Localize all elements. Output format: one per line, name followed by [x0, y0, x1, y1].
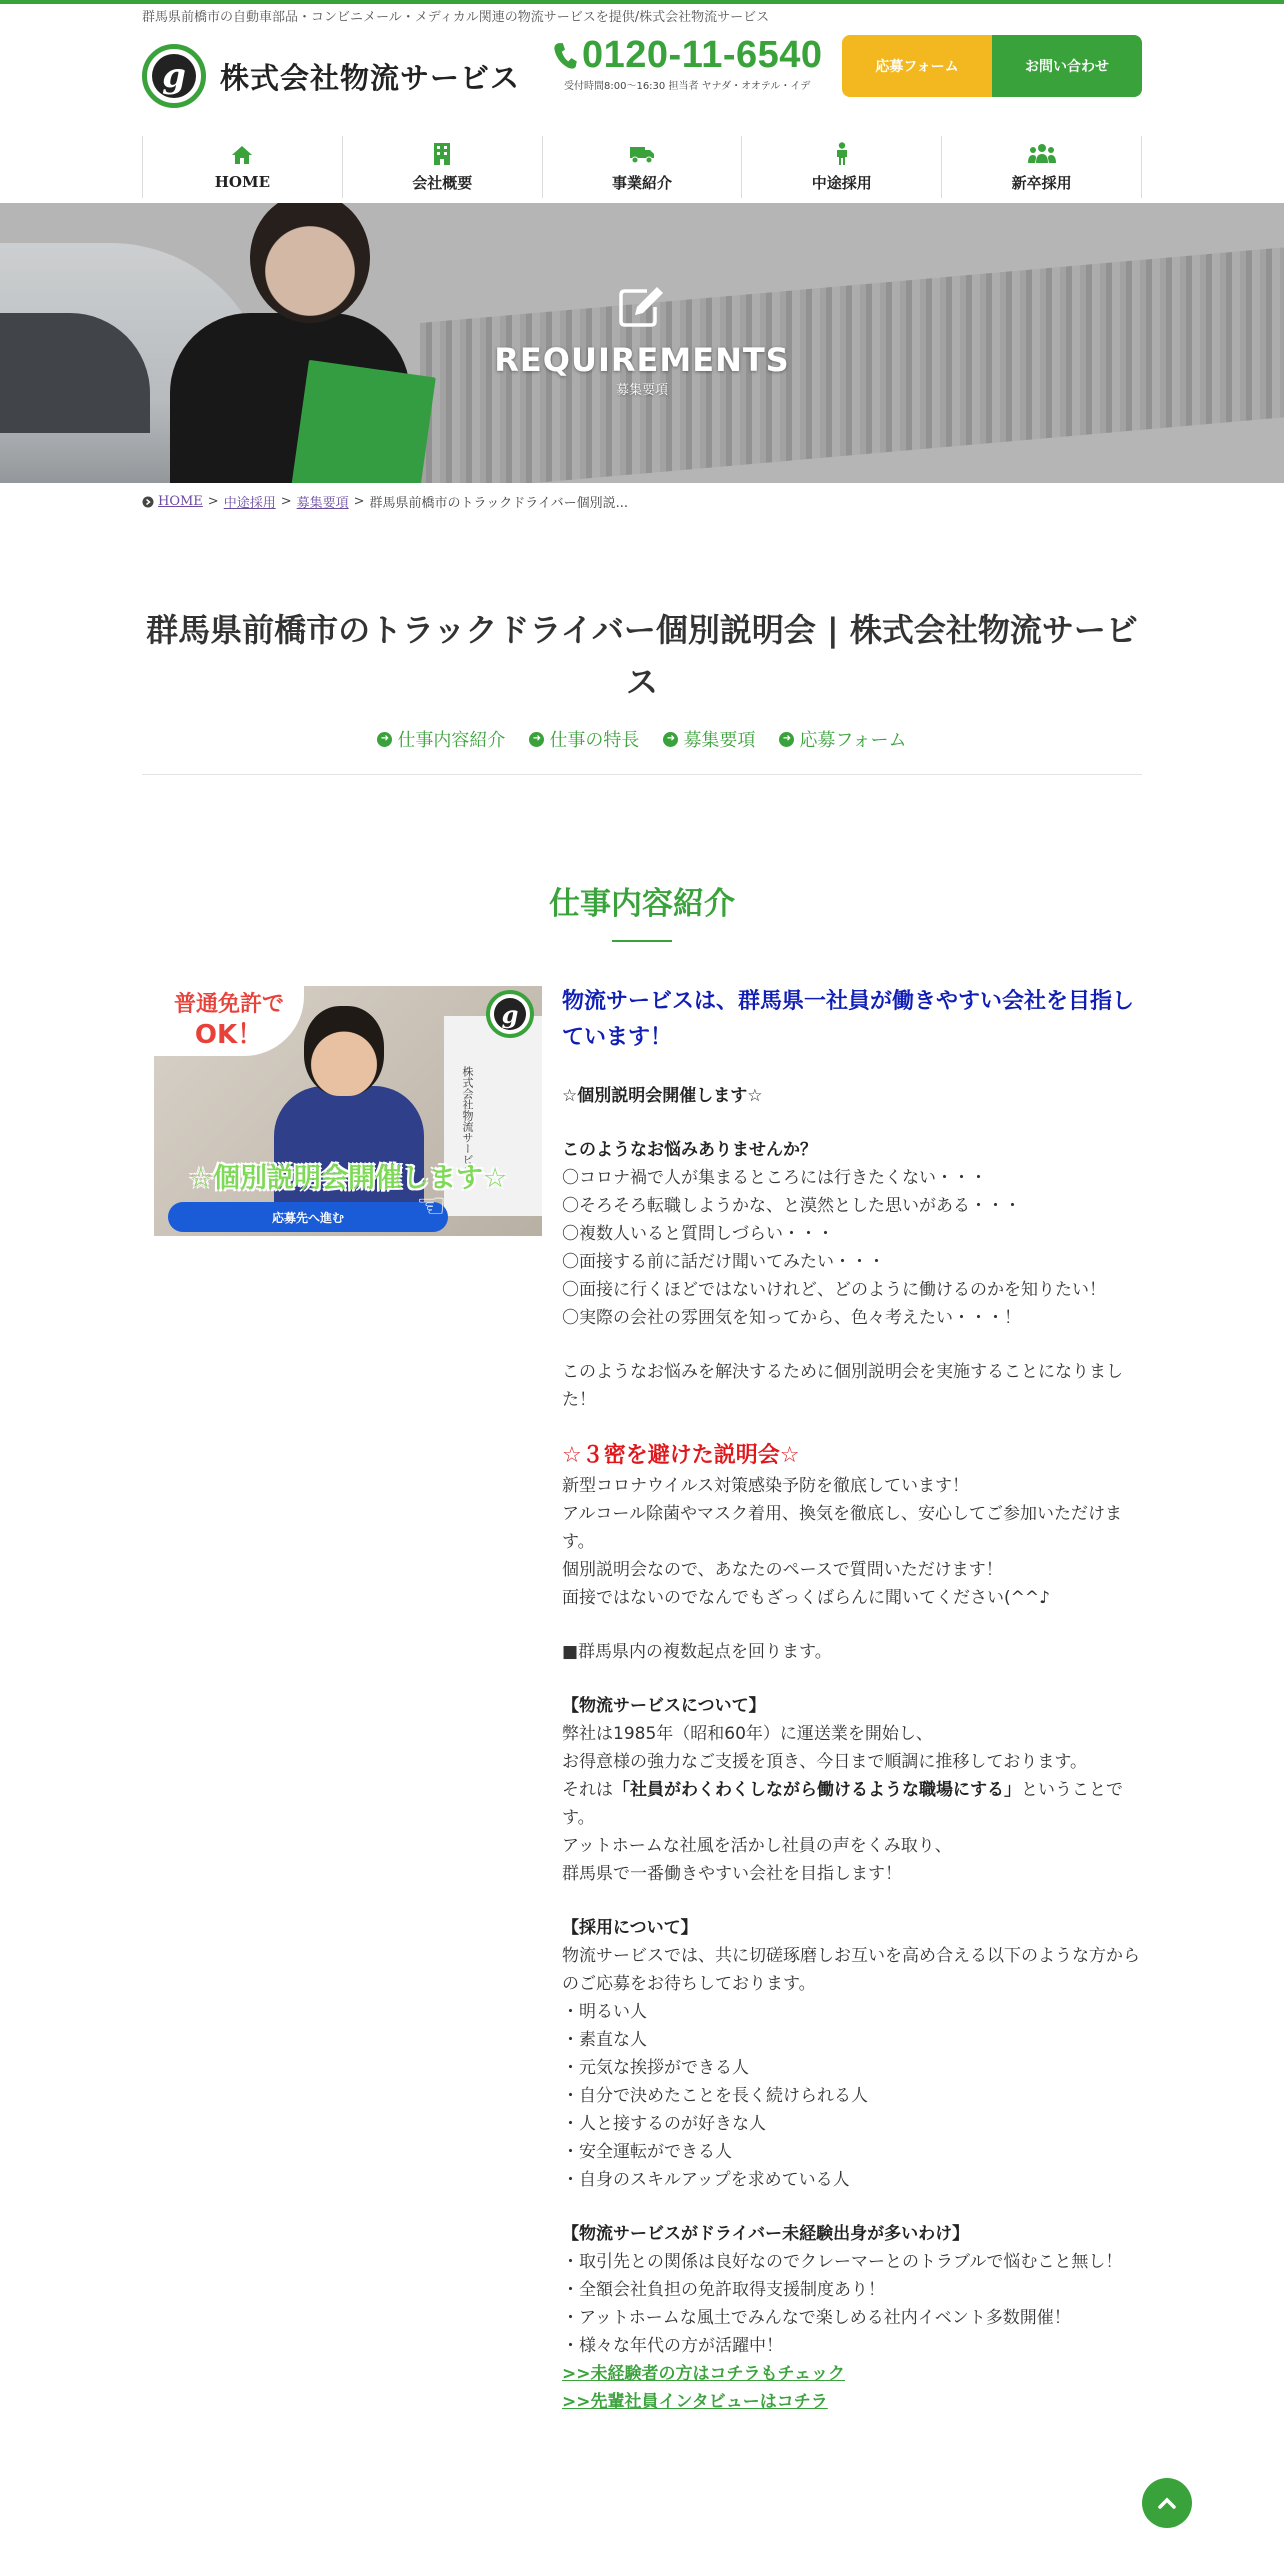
anchor-label: 募集要項 — [683, 730, 756, 751]
anchor-label: 仕事内容紹介 — [397, 730, 506, 751]
worry-item: 〇そろそろ転職しようかな、と漠然とした思いがある・・・ — [562, 1196, 1021, 1216]
banner-cta-button[interactable]: 応募先へ進む — [168, 1202, 448, 1232]
top-accent-line — [0, 0, 1284, 4]
recruit-item: ・人と接するのが好きな人 — [562, 2114, 766, 2134]
arrow-right-circle-icon: ➜ — [377, 732, 392, 747]
title-divider — [142, 774, 1142, 775]
nav-item-midcareer[interactable] — [741, 136, 941, 198]
breadcrumb-sep: > — [353, 494, 365, 509]
anchor-links — [142, 726, 1142, 752]
nav-item-business[interactable] — [542, 136, 742, 198]
phone-number-text: 0120-11-6540 — [582, 34, 823, 76]
recruit-heading: 【採用について】 — [562, 1918, 698, 1938]
recruit-item: ・明るい人 — [562, 2002, 647, 2022]
worry-item: 〇面接に行くほどではないけれど、どのように働けるのかを知りたい！ — [562, 1280, 1106, 1300]
recruit-block — [562, 1914, 1142, 2194]
building-icon — [433, 142, 451, 166]
safety-line: 新型コロナウイルス対策感染予防を徹底しています！ — [562, 1476, 969, 1496]
home-icon — [231, 143, 253, 167]
phone-icon — [552, 41, 578, 71]
banner-person-head — [304, 1006, 384, 1096]
breadcrumb — [142, 492, 628, 511]
lead-text: 物流サービスは、群馬県一社員が働きやすい会社を目指しています！ — [562, 989, 1135, 1050]
hero-center — [0, 283, 1284, 398]
breadcrumb-current: 群馬県前橋市のトラックドライバー個別説... — [369, 496, 629, 511]
worry-item: 〇複数人いると質問しづらい・・・ — [562, 1224, 834, 1244]
logo-text: 株式会社物流サービス — [220, 60, 521, 95]
apply-form-button[interactable]: 応募フォーム — [842, 35, 992, 97]
anchor-job-description[interactable] — [377, 726, 505, 752]
arrow-right-circle-icon: ➜ — [779, 732, 794, 747]
phone-number[interactable] — [552, 34, 832, 77]
recruit-item: ・自分で決めたことを長く続けられる人 — [562, 2086, 868, 2106]
senior-interview-link[interactable]: >>先輩社員インタビューはコチラ — [562, 2392, 828, 2412]
recruit-item: ・安全運転ができる人 — [562, 2142, 732, 2162]
nav-label: HOME — [214, 173, 271, 191]
section-heading: 仕事内容紹介 — [549, 886, 735, 922]
logo-glyph: g — [152, 54, 196, 98]
nav-label: 事業紹介 — [611, 173, 672, 192]
anchor-label: 仕事の特長 — [549, 730, 640, 751]
routes-text: ■群馬県内の複数起点を回ります。 — [562, 1642, 832, 1662]
group-icon — [1028, 142, 1056, 166]
pointing-hand-icon: ☜ — [416, 1186, 447, 1226]
reason-item: ・取引先との関係は良好なのでクレーマーとのトラブルで悩むこと無し！ — [562, 2252, 1123, 2272]
breadcrumb-requirements[interactable]: 募集要項 — [296, 496, 349, 511]
anchor-apply-form[interactable] — [779, 726, 906, 752]
site-logo[interactable] — [142, 44, 520, 108]
about-pre: それは — [562, 1780, 613, 1800]
about-post: ということです。 — [562, 1780, 1123, 1828]
logo-icon — [142, 44, 206, 108]
edit-icon — [617, 283, 667, 329]
section-rule — [612, 940, 672, 942]
about-line: お得意様の強力なご支援を頂き、今日まで順調に推移しております。 — [562, 1752, 1087, 1772]
breadcrumb-sep: > — [207, 494, 219, 509]
reason-item: ・様々な年代の方が活躍中！ — [562, 2336, 783, 2356]
recruit-item: ・自身のスキルアップを求めている人 — [562, 2170, 850, 2190]
about-line: 弊社は1985年（昭和60年）に運送業を開始し、 — [562, 1724, 933, 1744]
job-description-text — [562, 984, 1142, 2416]
recruit-item: ・元気な挨拶ができる人 — [562, 2058, 749, 2078]
about-mission — [562, 1776, 1142, 1832]
banner-logo-glyph: g — [494, 998, 526, 1030]
person-icon — [835, 142, 849, 166]
main-nav — [142, 136, 1142, 198]
nav-item-home[interactable] — [142, 136, 342, 198]
safety-block — [562, 1440, 1142, 1612]
worry-item: 〇実際の会社の雰囲気を知ってから、色々考えたい・・・！ — [562, 1308, 1021, 1328]
about-line: アットホームな社風を活かし社員の声をくみ取り、 — [562, 1836, 952, 1856]
reasons-block — [562, 2220, 1142, 2416]
breadcrumb-home[interactable]: HOME — [158, 494, 203, 509]
phone-block — [552, 34, 832, 92]
worry-item: 〇コロナ禍で人が集まるところには行きたくない・・・ — [562, 1168, 987, 1188]
resolve-text: このようなお悩みを解決するために個別説明会を実施することになりました！ — [562, 1362, 1123, 1410]
nav-label: 新卒採用 — [1011, 173, 1072, 192]
inexperienced-link[interactable]: >>未経験者の方はコチラもチェック — [562, 2364, 845, 2384]
site-tagline: 群馬県前橋市の自動車部品・コンビニメール・メディカル関連の物流サービスを提供/株式会社物流サービス — [142, 10, 770, 25]
worries-heading: このようなお悩みありませんか？ — [562, 1140, 817, 1160]
event-heading: ☆個別説明会開催します☆ — [562, 1086, 763, 1106]
arrow-right-circle-icon: ➜ — [663, 732, 678, 747]
anchor-job-features[interactable] — [529, 726, 639, 752]
worry-item: 〇面接する前に話だけ聞いてみたい・・・ — [562, 1252, 885, 1272]
banner-license-line1: 普通免許で — [173, 992, 284, 1017]
about-line: 群馬県で一番働きやすい会社を目指します！ — [562, 1864, 902, 1884]
home-circle-icon — [142, 496, 154, 508]
anchor-label: 応募フォーム — [799, 730, 907, 751]
reason-item: ・アットホームな風土でみんなで楽しめる社内イベント多数開催！ — [562, 2308, 1071, 2328]
banner-truck-text: 株式会社物流サービス — [461, 1066, 474, 1176]
phone-hours: 受付時間8:00〜16:30 担当者 ヤナダ・オオテル・イデ — [564, 81, 811, 92]
hero-subtitle: 募集要項 — [615, 383, 668, 398]
reason-item: ・全額会社負担の免許取得支援制度あり！ — [562, 2280, 885, 2300]
banner-event-text: ☆個別説明会開催します☆ — [188, 1163, 508, 1194]
anchor-requirements[interactable] — [663, 726, 755, 752]
safety-line: アルコール除菌やマスク着用、換気を徹底し、安心してご参加いただけます。 — [562, 1504, 1122, 1552]
banner-license-line2: OK！ — [194, 1020, 264, 1050]
safety-line: 面接ではないのでなんでもざっくばらんに聞いてください(^^♪ — [562, 1588, 1050, 1608]
reasons-heading: 【物流サービスがドライバー未経験出身が多いわけ】 — [562, 2224, 970, 2244]
breadcrumb-sep: > — [280, 494, 292, 509]
nav-label: 中途採用 — [811, 173, 872, 192]
breadcrumb-midcareer[interactable]: 中途採用 — [223, 496, 276, 511]
hero-title: REQUIREMENTS — [494, 341, 790, 379]
recruit-item: ・素直な人 — [562, 2030, 647, 2050]
hero-banner — [0, 203, 1284, 483]
contact-button[interactable]: お問い合わせ — [992, 35, 1142, 97]
about-block — [562, 1692, 1142, 1888]
safety-heading: ☆３密を避けた説明会☆ — [562, 1443, 800, 1468]
chevron-up-icon — [1157, 2496, 1177, 2510]
safety-line: 個別説明会なので、あなたのペースで質問いただけます！ — [562, 1560, 1003, 1580]
back-to-top-button[interactable] — [1142, 2478, 1192, 2528]
banner-logo-icon — [486, 990, 534, 1038]
nav-item-newgrad[interactable] — [941, 136, 1142, 198]
page-title: 群馬県前橋市のトラックドライバー個別説明会 | 株式会社物流サービス — [146, 611, 1138, 701]
recruit-intro: 物流サービスでは、共に切磋琢磨しお互いを高め合える以下のような方からのご応募をお待ちしております。 — [562, 1946, 1140, 1994]
nav-item-company[interactable] — [342, 136, 542, 198]
truck-icon — [629, 142, 655, 166]
arrow-right-circle-icon: ➜ — [529, 732, 544, 747]
event-banner-image[interactable] — [154, 986, 542, 1236]
banner-license-bubble — [154, 986, 304, 1056]
worries-block — [562, 1136, 1142, 1332]
about-heading: 【物流サービスについて】 — [562, 1696, 766, 1716]
nav-label: 会社概要 — [412, 173, 473, 192]
header-buttons — [842, 35, 1142, 97]
about-bold: 「社員がわくわくしながら働けるような職場にする」 — [613, 1780, 1021, 1800]
